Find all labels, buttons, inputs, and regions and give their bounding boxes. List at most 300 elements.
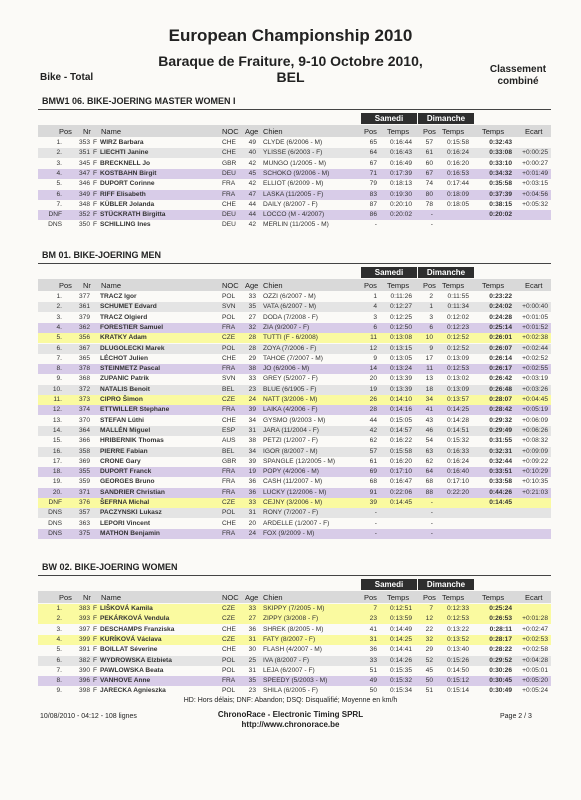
cell-tt: 0:26:07: [489, 344, 512, 352]
cell-sex: F: [93, 656, 98, 664]
cell-dog: CEJNY (3/2006 - M): [263, 499, 323, 506]
cell-tt: 0:28:07: [489, 396, 512, 403]
cell-sp: 19: [369, 385, 377, 393]
category-title: BM 01. BIKE-JOERING MEN: [42, 250, 162, 260]
cell-name: BOILLAT Séverine: [100, 646, 158, 654]
cell-name: MALLÉN Miguel: [100, 426, 151, 434]
cell-sp: 86: [369, 211, 377, 219]
cell-nr: 359: [78, 478, 90, 486]
cell-gap: +0:02:47: [522, 625, 548, 633]
cell-tt: 0:33:10: [489, 159, 512, 167]
cell-st: 0:14:41: [390, 646, 412, 654]
cell-nr: 365: [78, 354, 90, 362]
cell-st: 0:16:47: [390, 478, 412, 486]
cell-nr: 378: [78, 365, 90, 373]
cell-name: RIFF Elisabeth: [100, 190, 146, 198]
cell-sp: 7: [373, 605, 377, 612]
cell-nr: 357: [78, 509, 90, 517]
cell-tt: 0:29:52: [489, 656, 512, 664]
cell-dog: SPANGLE (12/2005 - M): [263, 457, 336, 465]
cell-age: 42: [248, 221, 256, 229]
cell-noc: FRA: [222, 365, 236, 373]
table-row: [38, 344, 551, 354]
cell-nr: 382: [78, 656, 90, 664]
cell-sp: 62: [369, 437, 377, 445]
cell-tt: 0:30:45: [489, 677, 512, 685]
cell-tt: 0:26:42: [489, 375, 512, 383]
page-title: European Championship 2010: [168, 26, 413, 45]
cell-age: 33: [248, 605, 256, 612]
table-row: [38, 302, 551, 312]
cell-st: 0:14:45: [390, 499, 412, 506]
table-row: [38, 323, 551, 333]
cell-pos: 1.: [56, 605, 62, 612]
cell-pos: 10.: [52, 385, 62, 393]
cell-age: 35: [248, 303, 256, 311]
cell-st: 0:12:51: [390, 605, 412, 612]
cell-name: LÉCHOT Julien: [100, 354, 148, 362]
table-row: [38, 604, 551, 614]
cell-dog: IVA (8/2007 - F): [263, 656, 310, 664]
cell-tt: 0:24:28: [489, 313, 512, 321]
cell-gap: +0:05:20: [522, 677, 548, 685]
cell-pos: 3.: [56, 625, 62, 633]
cell-dog: POPY (4/2006 - M): [263, 468, 319, 476]
column-header-pos: Pos: [59, 281, 72, 290]
table-row: [38, 488, 551, 498]
cell-sex: F: [93, 605, 98, 612]
cell-name: TRACZ Olgierd: [100, 313, 148, 321]
cell-nr: 369: [78, 457, 90, 465]
cell-dog: ZIA (9/2007 - F): [263, 323, 310, 331]
column-header-pos: Pos: [59, 127, 72, 136]
column-header-age: Age: [245, 593, 259, 602]
cell-sex: F: [93, 149, 98, 157]
cell-nr: 356: [78, 334, 90, 342]
cell-tt: 0:33:51: [489, 468, 512, 476]
cell-gap: +0:02:38: [522, 334, 548, 342]
ranking-type-line2: combiné: [497, 76, 539, 87]
column-header-gap: Ecart: [525, 593, 543, 602]
table-row: [38, 508, 551, 518]
cell-sex: F: [93, 666, 98, 674]
category-title: BW 02. BIKE-JOERING WOMEN: [42, 562, 178, 572]
cell-noc: CHE: [222, 519, 236, 527]
cell-noc: CZE: [222, 396, 236, 403]
table-row: [38, 676, 551, 686]
cell-noc: GBR: [222, 159, 237, 167]
cell-sex: F: [93, 646, 98, 654]
cell-tt: 0:32:31: [489, 447, 512, 455]
cell-gap: +0:21:03: [522, 488, 548, 496]
cell-gap: +0:01:05: [522, 313, 548, 321]
cell-sp: 11: [370, 334, 377, 342]
cell-tt: 0:34:32: [489, 169, 512, 177]
cell-name: SCHILLING Ines: [100, 221, 151, 229]
table-row: [38, 169, 551, 179]
cell-gap: +0:09:22: [522, 457, 548, 465]
cell-name: KÜBLER Jolanda: [100, 200, 155, 208]
cell-sp: 50: [369, 687, 377, 695]
cell-dt: 0:13:02: [447, 375, 469, 383]
cell-dt: 0:13:57: [447, 396, 469, 403]
cell-dt: 0:16:53: [447, 169, 469, 177]
cell-nr: 372: [78, 385, 90, 393]
cell-noc: FRA: [222, 190, 236, 198]
cell-sp: -: [374, 509, 377, 517]
cell-name: PAWLOWSKA Beata: [100, 666, 164, 674]
cell-dog: DAILY (8/2007 - F): [263, 200, 318, 208]
cell-pos: 11.: [53, 396, 62, 403]
column-header-sun-pos: Pos: [423, 127, 436, 136]
cell-st: 0:19:30: [390, 190, 412, 198]
cell-gap: +0:05:19: [522, 406, 548, 414]
cell-pos: 3.: [56, 313, 62, 321]
table-row: [38, 405, 551, 415]
cell-dt: 0:16:24: [447, 149, 469, 157]
cell-nr: 349: [78, 190, 90, 198]
cell-dp: 54: [425, 437, 433, 445]
cell-dp: -: [430, 509, 433, 517]
cell-st: 0:11:26: [390, 293, 412, 300]
cell-gap: +0:03:19: [522, 375, 548, 383]
cell-pos: 7.: [56, 354, 62, 362]
cell-age: 39: [248, 406, 256, 414]
column-header-sat-time: Temps: [387, 127, 410, 136]
cell-name: DESCHAMPS Franziska: [100, 625, 175, 633]
cell-name: NATALIS Benoit: [100, 385, 150, 393]
cell-st: 0:15:34: [390, 687, 412, 695]
cell-sp: 61: [369, 457, 377, 465]
column-header-dog: Chien: [263, 281, 283, 290]
cell-tt: 0:26:53: [489, 615, 512, 623]
cell-gap: +0:08:32: [522, 437, 548, 445]
cell-age: 42: [248, 180, 256, 188]
cell-st: 0:15:58: [390, 447, 412, 455]
cell-age: 36: [248, 478, 256, 486]
cell-age: 49: [248, 139, 256, 146]
cell-name: KRATKY Adam: [100, 334, 147, 342]
cell-sp: 67: [369, 159, 377, 167]
cell-sex: F: [93, 180, 98, 188]
column-header-name: Name: [101, 127, 122, 136]
cell-age: 31: [248, 509, 256, 517]
table-row: [38, 159, 551, 169]
cell-tt: 0:26:17: [489, 365, 512, 373]
cell-age: 19: [248, 468, 256, 476]
column-header-name: Name: [101, 593, 122, 602]
cell-age: 31: [248, 635, 256, 643]
cell-sp: 36: [369, 646, 377, 654]
cell-nr: 367: [78, 344, 90, 352]
column-header-total-time: Temps: [482, 127, 505, 136]
cell-nr: 348: [78, 200, 90, 208]
cell-st: 0:14:25: [390, 635, 412, 643]
cell-tt: 0:28:11: [489, 625, 512, 633]
cell-st: 0:13:08: [390, 334, 412, 342]
cell-dp: -: [430, 221, 433, 229]
cell-noc: POL: [222, 687, 236, 695]
cell-name: DUPORT Corinne: [100, 180, 155, 188]
cell-dog: LOCCO (M - 4/2007): [263, 211, 325, 219]
saturday-header: Samedi: [361, 267, 417, 278]
footer-page-number: Page 2 / 3: [500, 713, 532, 720]
cell-sp: 9: [373, 354, 377, 362]
cell-dog: GREY (5/2007 - F): [263, 375, 318, 383]
cell-dt: 0:16:33: [447, 447, 469, 455]
cell-age: 24: [248, 396, 256, 403]
cell-sp: 12: [369, 344, 377, 352]
cell-nr: 373: [78, 396, 90, 403]
cell-dp: 78: [425, 200, 433, 208]
cell-nr: 368: [78, 375, 90, 383]
cell-pos: 17.: [52, 457, 62, 465]
cell-name: STEFAN Lüthi: [100, 416, 144, 424]
column-header-name: Name: [101, 281, 122, 290]
cell-gap: +0:01:49: [522, 169, 548, 177]
cell-dog: PETZI (1/2007 - F): [263, 437, 318, 445]
table-row: [38, 374, 551, 384]
cell-nr: 358: [78, 447, 90, 455]
cell-sp: 39: [369, 499, 377, 506]
cell-st: 0:12:27: [390, 303, 412, 311]
column-header-gap: Ecart: [525, 127, 543, 136]
cell-pos: 5.: [56, 334, 62, 342]
category-rule: [38, 109, 551, 110]
cell-tt: 0:30:49: [489, 687, 512, 695]
table-row: [38, 333, 551, 343]
cell-nr: 345: [78, 159, 90, 167]
cell-age: 20: [248, 519, 256, 527]
cell-name: GEORGES Bruno: [100, 478, 155, 486]
cell-age: 45: [248, 169, 256, 177]
cell-sp: 71: [369, 169, 377, 177]
cell-dog: FATY (8/2007 - F): [263, 635, 316, 643]
cell-noc: SVN: [222, 375, 236, 383]
cell-st: 0:16:22: [390, 437, 412, 445]
cell-sp: 87: [369, 200, 377, 208]
cell-age: 23: [248, 687, 256, 695]
cell-nr: 374: [78, 406, 90, 414]
cell-sex: F: [93, 139, 98, 146]
cell-dt: 0:12:53: [447, 365, 469, 373]
cell-tt: 0:26:01: [489, 334, 512, 342]
cell-noc: DEU: [222, 221, 236, 229]
cell-dog: ZOYA (7/2006 - F): [263, 344, 317, 352]
cell-pos: 13.: [52, 416, 62, 424]
cell-pos: 16.: [52, 447, 62, 455]
cell-pos: 18.: [52, 468, 62, 476]
cell-st: 0:17:39: [390, 169, 412, 177]
column-header-row: [38, 591, 551, 603]
cell-noc: CZE: [222, 499, 236, 506]
cell-dt: 0:15:32: [447, 437, 469, 445]
cell-tt: 0:33:08: [489, 149, 512, 157]
cell-name: HRIBERNIK Thomas: [100, 437, 164, 445]
cell-age: 36: [248, 625, 256, 633]
cell-name: MATHON Benjamin: [100, 529, 160, 537]
cell-pos: 2.: [56, 303, 62, 311]
cell-sp: 83: [369, 190, 377, 198]
cell-gap: +0:10:29: [522, 468, 548, 476]
ranking-type-label: [478, 64, 558, 88]
cell-nr: 377: [78, 293, 90, 300]
table-row: [38, 148, 551, 158]
cell-tt: 0:32:43: [489, 139, 512, 146]
cell-dp: 17: [425, 354, 433, 362]
cell-nr: 370: [78, 416, 90, 424]
column-header-noc: NOC: [222, 593, 239, 602]
cell-st: 0:16:49: [390, 159, 412, 167]
discipline-label: Bike - Total: [40, 72, 94, 83]
cell-gap: +0:05:01: [522, 666, 548, 674]
cell-st: 0:13:39: [390, 375, 412, 383]
table-row: [38, 210, 551, 220]
category-title: BMW1 06. BIKE-JOERING MASTER WOMEN I: [42, 96, 236, 106]
cell-tt: 0:24:02: [489, 303, 512, 311]
cell-sex: F: [93, 211, 98, 219]
cell-sp: 6: [373, 323, 377, 331]
cell-noc: POL: [222, 509, 236, 517]
cell-pos: 4.: [56, 169, 62, 177]
cell-noc: POL: [222, 313, 236, 321]
cell-st: 0:13:15: [390, 344, 412, 352]
cell-gap: +0:02:53: [522, 635, 548, 643]
cell-pos: DNS: [48, 221, 62, 229]
cell-name: LEPORI Vincent: [100, 519, 151, 527]
cell-tt: 0:31:55: [489, 437, 512, 445]
cell-tt: 0:20:02: [489, 211, 512, 219]
cell-name: PACZYNSKI Lukasz: [100, 509, 162, 517]
column-header-sat-time: Temps: [387, 281, 410, 290]
footer-company: [0, 710, 581, 730]
cell-dp: 41: [425, 406, 433, 414]
cell-dt: 0:13:09: [447, 385, 469, 393]
cell-tt: 0:32:44: [489, 457, 512, 465]
cell-sp: 20: [369, 375, 377, 383]
cell-tt: 0:14:45: [489, 499, 512, 506]
cell-dt: 0:14:51: [447, 426, 469, 434]
column-header-noc: NOC: [222, 127, 239, 136]
cell-dog: SPEEDY (5/2003 - M): [263, 677, 328, 685]
cell-gap: +0:02:58: [522, 646, 548, 654]
cell-name: JARECKA Agnieszka: [100, 687, 166, 695]
cell-noc: CHE: [222, 149, 236, 157]
cell-noc: FRA: [222, 323, 236, 331]
cell-dog: ARDELLE (1/2007 - F): [263, 519, 330, 527]
cell-sp: 14: [369, 365, 377, 373]
column-header-dog: Chien: [263, 593, 283, 602]
cell-sp: 3: [373, 313, 377, 321]
cell-age: 35: [248, 677, 256, 685]
footer-legend: HD: Hors délais; DNF: Abandon; DSQ: Disqualifié; Moyenne en km/h: [183, 697, 398, 704]
cell-dp: 43: [425, 416, 433, 424]
cell-gap: +0:09:09: [522, 447, 548, 455]
cell-pos: 14.: [52, 426, 62, 434]
cell-dt: 0:16:20: [447, 159, 469, 167]
cell-dog: SKIPPY (7/2005 - M): [263, 605, 325, 612]
cell-sex: F: [93, 615, 98, 623]
cell-dp: 61: [425, 149, 433, 157]
cell-tt: 0:23:22: [489, 293, 512, 300]
cell-gap: +0:10:35: [522, 478, 548, 486]
cell-name: KURÍKOVÁ Václava: [100, 635, 162, 643]
cell-nr: 346: [78, 180, 90, 188]
cell-dt: 0:13:52: [447, 635, 469, 643]
cell-noc: FRA: [222, 406, 236, 414]
column-header-total-time: Temps: [482, 281, 505, 290]
cell-pos: 5.: [56, 180, 62, 188]
column-header-sun-time: Temps: [442, 593, 465, 602]
cell-dp: 68: [425, 478, 433, 486]
cell-st: 0:14:10: [390, 396, 412, 403]
cell-age: 33: [248, 499, 256, 506]
cell-pos: 12.: [52, 406, 62, 414]
cell-st: 0:14:26: [390, 656, 412, 664]
cell-age: 23: [248, 385, 256, 393]
cell-dp: 13: [425, 375, 433, 383]
cell-dog: MERLIN (11/2005 - M): [263, 221, 329, 229]
sunday-header: Dimanche: [418, 579, 474, 590]
cell-st: 0:13:05: [390, 354, 412, 362]
cell-gap: +0:06:09: [522, 416, 548, 424]
cell-age: 38: [248, 365, 256, 373]
cell-noc: CHE: [222, 416, 236, 424]
cell-dog: GYSMO (9/2003 - M): [263, 416, 326, 424]
cell-tt: 0:28:17: [489, 635, 512, 643]
cell-age: 28: [248, 344, 256, 352]
cell-dog: IGOR (8/2007 - M): [263, 447, 318, 455]
cell-dog: SHILA (6/2005 - F): [263, 687, 318, 695]
cell-dp: 45: [425, 666, 433, 674]
cell-dp: -: [430, 519, 433, 527]
cell-dp: -: [430, 211, 433, 219]
cell-pos: 20.: [52, 488, 62, 496]
column-header-sun-time: Temps: [442, 127, 465, 136]
cell-dp: 22: [425, 625, 433, 633]
cell-noc: SVN: [222, 303, 236, 311]
cell-dt: 0:17:10: [447, 478, 469, 486]
cell-dog: TUTTI (F - 6/2008): [263, 334, 318, 342]
cell-noc: FRA: [222, 468, 236, 476]
cell-dt: 0:16:40: [447, 468, 469, 476]
cell-pos: 2.: [56, 615, 62, 623]
cell-noc: GBR: [222, 457, 237, 465]
cell-st: 0:14:16: [390, 406, 412, 414]
cell-nr: 353: [78, 139, 90, 146]
column-header-total-time: Temps: [482, 593, 505, 602]
cell-gap: +0:01:52: [522, 323, 548, 331]
cell-sp: 91: [369, 488, 377, 496]
cell-sex: F: [93, 169, 98, 177]
cell-noc: POL: [222, 656, 236, 664]
cell-sp: 69: [369, 468, 377, 476]
cell-st: 0:18:13: [390, 180, 412, 188]
cell-dog: ZIPPY (3/2008 - F): [263, 615, 319, 623]
cell-dt: 0:16:24: [447, 457, 469, 465]
cell-noc: CZE: [222, 635, 236, 643]
cell-gap: +0:00:40: [522, 303, 548, 311]
cell-dp: 51: [425, 687, 433, 695]
column-header-row: [38, 279, 551, 291]
cell-dp: 46: [425, 426, 433, 434]
cell-st: 0:20:02: [390, 211, 412, 219]
cell-sp: 57: [369, 447, 377, 455]
cell-age: 32: [248, 323, 256, 331]
cell-dt: 0:12:52: [447, 334, 469, 342]
cell-gap: +0:01:28: [522, 615, 548, 623]
cell-dog: DODA (7/2008 - F): [263, 313, 318, 321]
